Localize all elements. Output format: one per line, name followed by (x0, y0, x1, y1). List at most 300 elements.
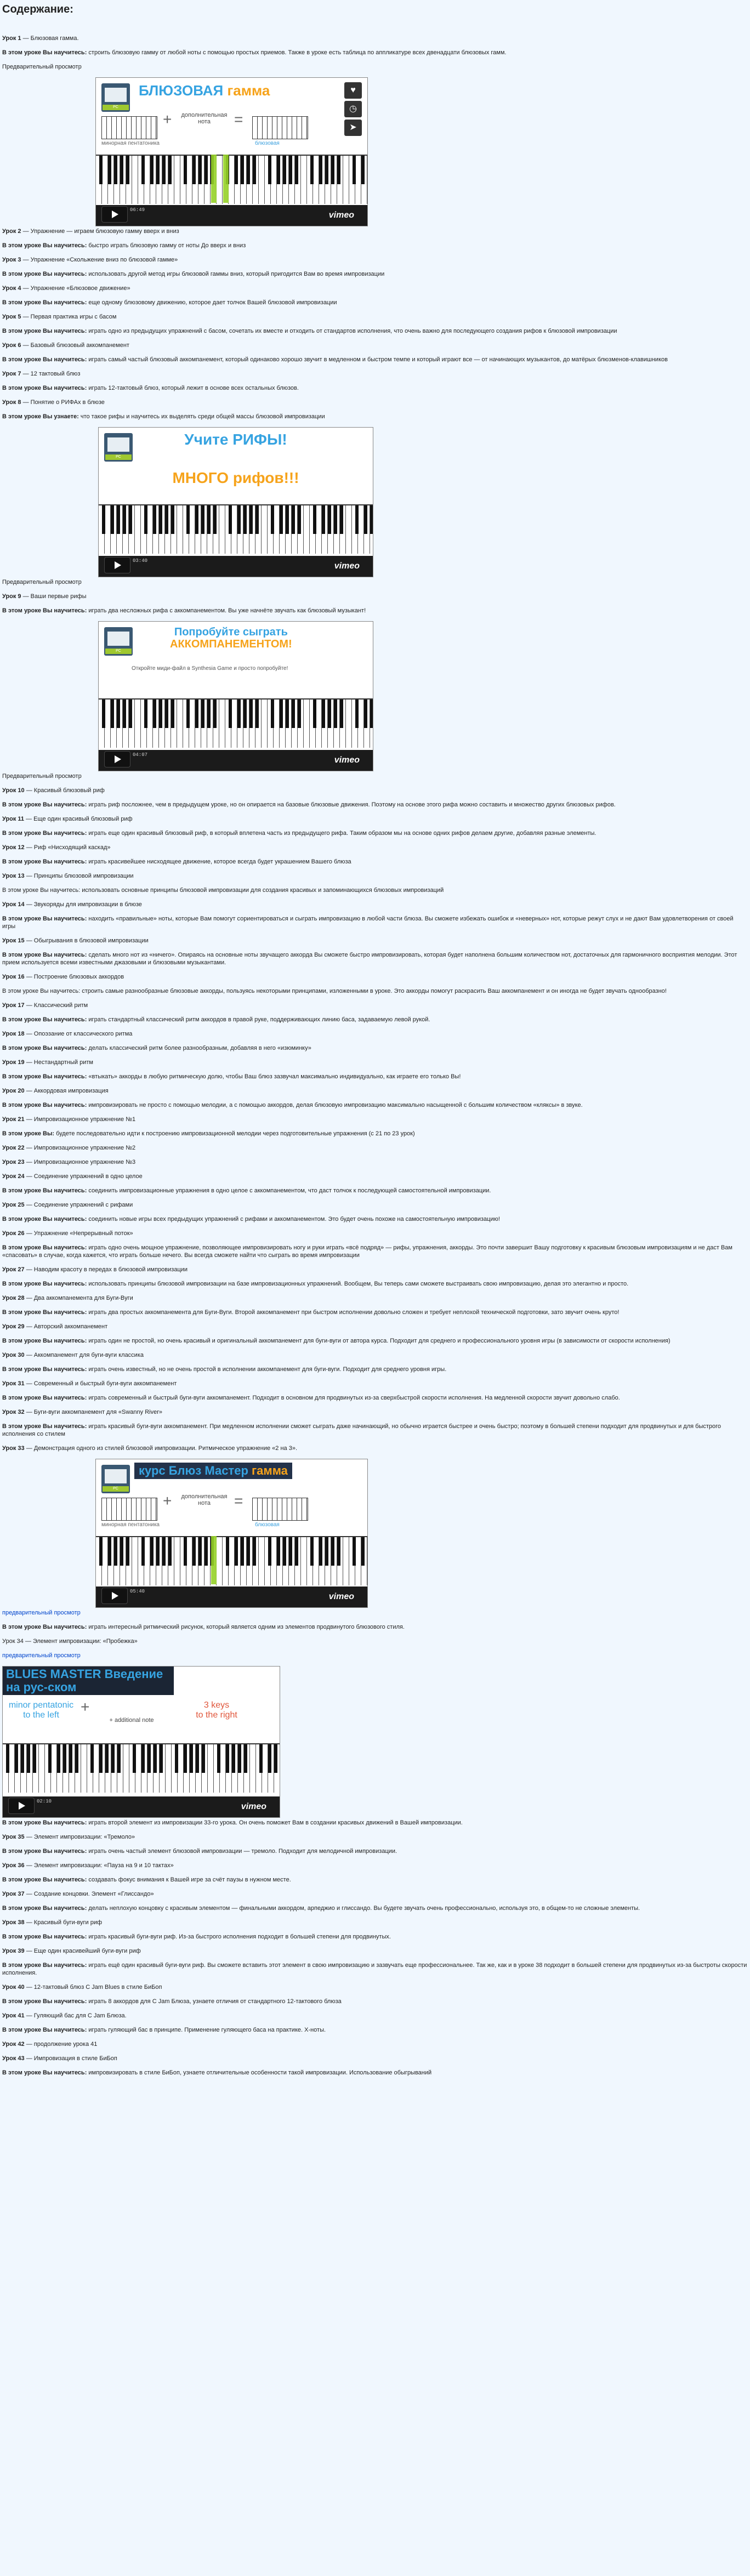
lesson-text: — Упражнение «Блюзовое движение» (21, 285, 130, 292)
lesson-text: играть второй элемент из импровизации 33-го урока. Он очень поможет Вам в создании красивых движений в Вашей импровизации. (87, 1819, 463, 1826)
lesson-text: — Обыгрывания в блюзовой импровизации (24, 937, 149, 944)
lesson-title (2, 973, 748, 981)
lesson-text: предварительный просмотр (2, 1652, 81, 1659)
lesson-text: — Современный и быстрый буги-вуги аккомпанемент (24, 1380, 177, 1387)
lesson-text: — Первая практика игры с басом (21, 314, 117, 320)
lesson-description (2, 772, 748, 780)
lesson-description (2, 356, 748, 363)
lesson-text: — Еще один красивейший буги-вуги риф (24, 1948, 141, 1954)
equals-sign: = (234, 1492, 243, 1509)
lesson-description (2, 1244, 748, 1259)
lesson-description (2, 607, 748, 615)
lesson-title (2, 2055, 748, 2062)
lesson-text: находить «правильные» ноты, которые Вам помогут сориентироваться и сыграть импровизацию в любой части блюза. Вы сможете избежать ошибок и «неверных» нот, которые режут слух и не дают Вам удовлетворения от своей игры (2, 915, 734, 930)
lesson-intro: В этом уроке Вы научитесь: (2, 1187, 87, 1194)
play-button[interactable] (101, 1588, 128, 1604)
play-button[interactable] (104, 751, 130, 767)
lesson-title (2, 1862, 748, 1869)
plus-sign: + (163, 1492, 172, 1509)
lesson-text: — Буги-вуги аккомпанемент для «Swanny River» (24, 1409, 163, 1415)
lesson-text: соединить новые игры всех предыдущих упражнений с рифами и аккомпанементом. Это будет очень похоже на самостоятельную импровизацию! (87, 1216, 500, 1222)
lesson-title (2, 1833, 748, 1841)
lesson-description (2, 1044, 748, 1052)
lesson-text: — Понятие о РИФАх в блюзе (21, 399, 105, 406)
lesson-number: Урок 12 (2, 844, 25, 851)
lesson-number: Урок 1 (2, 35, 21, 42)
video-duration: 05:40 (130, 1589, 145, 1594)
video-player-blues-master-intro[interactable] (2, 1666, 280, 1818)
lesson-intro: В этом уроке Вы научитесь: (2, 2069, 87, 2076)
play-button[interactable] (104, 557, 130, 573)
video-title: курс Блюз Мастер гамма (134, 1463, 292, 1479)
lesson-text: использовать другой метод игры блюзовой гаммы вниз, который пригодится Вам во время импровизации (87, 271, 385, 277)
lesson-text: — Создание концовки. Элемент «Глиссандо» (24, 1891, 154, 1897)
lesson-text: — Классический ритм (24, 1002, 88, 1009)
heart-icon[interactable]: ♥ (344, 82, 362, 99)
lesson-description (2, 2069, 748, 2077)
vimeo-logo[interactable]: vimeo (334, 561, 360, 571)
lesson-text: играть одно из предыдущих упражнений с басом, сочетать их вместе и отходить от стандартов исполнения, что очень важно для последующего создания рифов к блюзовой импровизации (87, 328, 617, 334)
video-player-blues-scale[interactable] (95, 77, 368, 226)
lesson-description (2, 1904, 748, 1912)
lesson-number: Урок 19 (2, 1059, 25, 1066)
lesson-description (2, 1961, 748, 1977)
lesson-number: Урок 3 (2, 257, 21, 263)
lesson-title (2, 1919, 748, 1926)
lesson-intro: В этом уроке Вы научитесь: (2, 1962, 87, 1969)
keyboard-image (96, 155, 367, 204)
lesson-number: Урок 30 (2, 1352, 25, 1358)
lesson-title (2, 285, 748, 292)
lesson-number: Урок 20 (2, 1088, 25, 1094)
lesson-description (2, 242, 748, 249)
lesson-title (2, 1116, 748, 1123)
lesson-text: В этом уроке Вы научитесь: использовать основные принципы блюзовой импровизации для создания красивых и запоминающихся блюзовых импровизаций (2, 887, 444, 894)
lesson-text: — Элемент импровизации: «Тремоло» (24, 1834, 135, 1840)
lesson-title (2, 1030, 748, 1038)
lesson-title (2, 787, 748, 794)
plus-sign: + (81, 1698, 90, 1715)
lessons-block-2 (2, 228, 748, 420)
lesson-text: играть два простых аккомпанемента для Буги-Вуги. Второй аккомпанемент при быстром исполнении довольно сложен и требует неплохой технической подготовки, зато звучит очень круто! (87, 1309, 620, 1316)
lesson-intro: В этом уроке Вы научитесь: (2, 1309, 87, 1316)
lesson-text: играть современный и быстрый буги-вуги аккомпанемент. Подходит в основном для продвинутых из-за сверхбыстрой скорости исполнения. На медленной скорости звучит довольно слабо. (87, 1395, 620, 1401)
lesson-text: соединить импровизационные упражнения в одно целое с аккомпанементом, что даст толчок к последующей самостоятельной импровизации. (87, 1187, 491, 1194)
lesson-text: Предварительный просмотр (2, 579, 82, 585)
lesson-description (2, 1876, 748, 1884)
lesson-intro: В этом уроке Вы научитесь: (2, 858, 87, 865)
lesson-text: Предварительный просмотр (2, 773, 82, 780)
lesson-text: играть ещё один красивый буги-вуги риф. Вы сможете вставить этот элемент в свою импровизацию и зазвучать еще профессиональнее. Так же, как и в уроке 38 подходит в большей степени для продвинутых из-за быстроты скорости исполнения. (2, 1962, 747, 1976)
mini-keyboard-icon-2 (252, 1498, 308, 1521)
additional-note-label: дополнительная нота (181, 1493, 228, 1506)
video-player-accompaniment[interactable] (98, 621, 373, 771)
lesson-text: играть самый частый блюзовый аккомпанемент, который одинаково хорошо звучит в медленном и быстром темпе и который играют все — от начинающих музыкантов, до матёрых блюзменов-клавишников (87, 356, 668, 363)
lesson-number: Урок 26 (2, 1230, 25, 1237)
key-highlight (223, 155, 229, 203)
lesson-description (2, 1337, 748, 1345)
lesson-title (2, 1294, 748, 1302)
course-logo: PC (101, 1465, 130, 1493)
lesson-text: — Красивый буги-вуги риф (24, 1919, 103, 1926)
lesson-text: импровизировать не просто с помощью мелодии, а с помощью аккордов, делая блюзовую импровизацию максимально насыщенной с большим количеством «кляксы» в звуке. (87, 1102, 583, 1108)
lesson-text: играть очень частый элемент блюзовой импровизации — тремоло. Подходит для мелодичной импровизации. (87, 1848, 397, 1855)
lesson-text: — Гуляющий бас для C Jam Блюза. (24, 2012, 127, 2019)
lesson-description (2, 578, 748, 586)
lesson-text: — Импровизационное упражнение №1 (24, 1116, 136, 1123)
lesson-text: играть красивый буги-вуги аккомпанемент. При медленном исполнении сможет сыграть даже начинающий, но обычно играется быстрее и очень быстро; поэтому в большей степени подходит для продвинутых и для быстрого исполнения со стилем (2, 1423, 721, 1437)
lesson-text: играть 12-тактовый блюз, который лежит в основе всех остальных блюзов. (87, 385, 299, 391)
lesson-text: что такое рифы и научитесь их выделять среди общей массы блюзовой импровизации (78, 413, 325, 420)
video-thumbnail (96, 78, 367, 149)
lesson-intro: В этом уроке Вы научитесь: (2, 271, 87, 277)
additional-note-label: + additional note (109, 1717, 154, 1724)
vimeo-logo[interactable]: vimeo (328, 1592, 354, 1601)
lesson-title (2, 901, 748, 908)
lesson-intro: В этом уроке Вы научитесь: (2, 1819, 87, 1826)
lesson-text: — Опоэзание от классического ритма (24, 1031, 133, 1037)
lesson-text: — Упражнение «Непрерывный поток» (24, 1230, 133, 1237)
lesson-description (2, 1394, 748, 1402)
lesson-text: — Наводим красоту в передах в блюзовой импровизации (24, 1266, 188, 1273)
video-player-riffs[interactable] (98, 427, 373, 577)
lesson-description (2, 1309, 748, 1316)
lesson-title (2, 815, 748, 823)
lesson-text: сделать много нот из «ничего». Опираясь на основные ноты звучащего аккорда Вы сможете быстро импровизировать, которая будет наполнена большим количеством нот, достаточных для гармоничного восприятия мелодии. Этот прием используется всеми известными джазовыми и блюзовыми музыкантами. (2, 952, 737, 966)
lesson-text: — Соединение упражнений в одно целое (24, 1173, 143, 1180)
play-button[interactable] (8, 1798, 35, 1814)
lesson-text: — Авторский аккомпанемент (24, 1323, 108, 1330)
video-controls (96, 205, 367, 226)
lesson-number: Урок 36 (2, 1862, 25, 1869)
lesson-description (2, 886, 748, 894)
lesson-text: — Нестандартный ритм (24, 1059, 93, 1066)
lesson-number: Урок 43 (2, 2055, 25, 2062)
lesson-text: — Импровизационное упражнение №3 (24, 1159, 136, 1165)
lesson-text: делать классический ритм более разнообразным, добавляя в него «изюминку» (87, 1045, 311, 1051)
lesson-description (2, 951, 748, 966)
lesson-description (2, 1819, 748, 1827)
lesson-text: — Упражнение — играем блюзовую гамму вверх и вниз (21, 228, 179, 235)
lesson-description (2, 1847, 748, 1855)
lesson-text: еще одному блюзовому движению, которое дает толчок Вашей блюзовой импровизации (87, 299, 337, 306)
lesson-intro: В этом уроке Вы: (2, 1130, 55, 1137)
lesson-intro: В этом уроке Вы научитесь: (2, 830, 87, 837)
lesson-text: использовать принципы блюзовой импровизации на базе импровизационных упражнений. Вообщем, Вы теперь сами сможете выстраивать свою импровизацию, делая это элегантно и просто. (87, 1281, 629, 1287)
lesson-text: играть красивый буги-вуги риф. Из-за быстрого исполнения подходит в большей степени для продвинутых. (87, 1934, 391, 1940)
preview-link[interactable] (2, 1652, 748, 1659)
lesson-description (2, 299, 748, 306)
lesson-description (2, 49, 748, 56)
lesson-description (2, 987, 748, 995)
lesson-intro: В этом уроке Вы научитесь: (2, 1423, 87, 1430)
lesson-intro: В этом уроке Вы научитесь: (2, 952, 87, 958)
lesson-intro: В этом уроке Вы научитесь: (2, 242, 87, 249)
video-thumbnail (99, 428, 373, 499)
lesson-number: Урок 9 (2, 593, 21, 600)
lesson-intro: В этом уроке Вы научитесь: (2, 1876, 87, 1883)
lesson-description (2, 1623, 748, 1631)
lesson-text: импровизировать в стиле БиБоп, узнаете отличительные особенности такой импровизации. Использование обыгрываний (87, 2069, 432, 2076)
lesson-intro: В этом уроке Вы научитесь: (2, 328, 87, 334)
lesson-description (2, 1280, 748, 1288)
keyboard-image (3, 1743, 280, 1793)
video-controls (99, 750, 373, 771)
lesson-text: — Аккордовая импровизация (24, 1088, 109, 1094)
lesson-description (2, 1130, 748, 1138)
key-highlight (211, 1536, 217, 1584)
lesson-title (2, 1144, 748, 1152)
lesson-title (2, 2040, 748, 2048)
lesson-number: Урок 41 (2, 2012, 25, 2019)
lesson-title (2, 1201, 748, 1209)
lesson-number: Урок 40 (2, 1984, 25, 1991)
vimeo-logo[interactable]: vimeo (334, 755, 360, 765)
lessons-block-6 (2, 1819, 748, 2077)
lesson-text: — Ваши первые рифы (21, 593, 87, 600)
vimeo-logo[interactable]: vimeo (328, 211, 354, 220)
lesson-text: Предварительный просмотр (2, 64, 82, 70)
minor-pentatonic-label: minor pentatonic to the left (8, 1701, 74, 1720)
video-subtitle: МНОГО рифов!!! (172, 469, 299, 486)
key-highlight (211, 155, 217, 203)
play-button[interactable] (101, 206, 128, 223)
course-logo: PC (104, 433, 133, 462)
plus-sign: + (163, 111, 172, 128)
lesson-description (2, 413, 748, 420)
lesson-text: — Аккомпанемент для буги-вуги классика (24, 1352, 144, 1358)
video-title: БЛЮЗОВАЯ гамма (139, 82, 270, 99)
lesson-text: — Импровизационное упражнение №2 (24, 1145, 136, 1151)
lesson-text: — Два аккомпанемента для Буги-Вуги (24, 1295, 133, 1301)
lesson-text: создавать фокус внимания к Вашей игре за счёт паузы в нужном месте. (87, 1876, 291, 1883)
mini-keyboard-icon (101, 116, 157, 139)
video-player-course-scale[interactable] (95, 1459, 368, 1608)
lesson-intro: В этом уроке Вы научитесь: (2, 1281, 87, 1287)
keyboard-image (99, 504, 373, 554)
lesson-title (2, 1059, 748, 1066)
lesson-description (2, 2026, 748, 2034)
lesson-description (2, 1637, 748, 1645)
preview-link[interactable] (2, 1609, 748, 1617)
lesson-number: Урок 6 (2, 342, 21, 349)
lesson-text: — Еще один красивый блюзовый риф (24, 816, 133, 822)
lesson-text: делать неплохую концовку с красивым элементом — финальными аккордом, арпеджио и глиссандо. Вы будете звучать очень профессионально, используя это, в общем-то не сложные элементы. (87, 1905, 640, 1912)
lesson-intro: В этом уроке Вы научитесь: (2, 915, 87, 922)
lesson-number: Урок 22 (2, 1145, 25, 1151)
video-side-icons (344, 82, 362, 138)
lesson-intro: В этом уроке Вы научитесь: (2, 1624, 87, 1630)
lesson-text: играть стандартный классический ритм аккордов в правой руке, поддерживающих линию баса, задаваемую левой рукой. (87, 1016, 430, 1023)
lesson-description (2, 801, 748, 809)
lesson-intro: В этом уроке Вы научитесь: (2, 299, 87, 306)
lesson-intro: В этом уроке Вы научитесь: (2, 1216, 87, 1222)
lesson-title (2, 937, 748, 945)
lesson-number: Урок 29 (2, 1323, 25, 1330)
mini-keyboard-icon (101, 1498, 157, 1521)
lesson-description (2, 915, 748, 930)
lesson-description (2, 1366, 748, 1373)
lesson-number: Урок 31 (2, 1380, 25, 1387)
lesson-number: Урок 2 (2, 228, 21, 235)
lesson-intro: В этом уроке Вы научитесь: (2, 1848, 87, 1855)
pentatonic-label: минорная пентатоника (101, 1522, 160, 1528)
vimeo-logo[interactable]: vimeo (241, 1802, 266, 1811)
lesson-text: — Принципы блюзовой импровизации (24, 873, 134, 879)
lesson-title (2, 593, 748, 600)
lesson-text: — 12-тактовый блюз С Jam Blues в стиле БиБоп (24, 1984, 162, 1991)
video-duration: 04:07 (133, 752, 148, 758)
lesson-title (2, 370, 748, 378)
lesson-intro: В этом уроке Вы узнаете: (2, 413, 79, 420)
lesson-text: играть очень известный, но не очень простой в исполнении аккомпанемент для буги-вуги. Подходит для среднего уровня игры. (87, 1366, 447, 1373)
lesson-intro: В этом уроке Вы научитесь: (2, 1045, 87, 1051)
lesson-text: играть красивейшее нисходящее движение, которое всегда будет украшением Вашего блюза (87, 858, 351, 865)
lesson-intro: В этом уроке Вы научитесь: (2, 1395, 87, 1401)
lesson-text: строить блюзовую гамму от любой ноты с помощью простых приемов. Также в уроке есть таблица по аппликатуре всех двенадцати блюзовых гамм. (87, 49, 507, 56)
lesson-intro: В этом уроке Вы научитесь: (2, 1905, 87, 1912)
lesson-title (2, 1087, 748, 1095)
lesson-title (2, 399, 748, 406)
additional-note-label: дополнительная нота (181, 112, 228, 125)
lesson-number: Урок 35 (2, 1834, 25, 1840)
lesson-description (2, 327, 748, 335)
lesson-number: Урок 39 (2, 1948, 25, 1954)
lesson-intro: В этом уроке Вы научитесь: (2, 1998, 87, 2005)
lesson-description (2, 1101, 748, 1109)
lesson-text: — 12 тактовый блюз (21, 371, 81, 377)
lesson-number: Урок 18 (2, 1031, 25, 1037)
lesson-text: играть еще один красивый блюзовый риф, в который вплетена часть из предыдущего рифа. Таким образом мы на основе одних рифов делаем другие, добавляя разные элементы. (87, 830, 596, 837)
video-subtitle: Откройте миди-файл в Synthesia Game и просто попробуйте! (132, 666, 288, 672)
lesson-number: Урок 28 (2, 1295, 25, 1301)
lesson-text: — Базовый блюзовый аккомпанемент (21, 342, 129, 349)
send-icon[interactable]: ➤ (344, 120, 362, 136)
lesson-title (2, 228, 748, 235)
course-logo: PC (101, 83, 130, 112)
lesson-intro: В этом уроке Вы научитесь: (2, 356, 87, 363)
lesson-title (2, 872, 748, 880)
video-duration: 06:49 (130, 207, 145, 213)
video-controls (99, 556, 373, 577)
lesson-text: играть два несложных рифа с аккомпанементом. Вы уже начнёте звучать как блюзовый музыкант! (87, 607, 366, 614)
clock-icon[interactable]: ◷ (344, 101, 362, 117)
lesson-title (2, 1323, 748, 1330)
page-title: Содержание: (2, 3, 73, 15)
lesson-number: Урок 11 (2, 816, 25, 822)
lesson-title (2, 1002, 748, 1009)
lesson-title (2, 1266, 748, 1273)
lesson-description (2, 1933, 748, 1941)
lesson-text: предварительный просмотр (2, 1610, 81, 1616)
lesson-text: — Риф «Нисходящий каскад» (24, 844, 111, 851)
video-title: Учите РИФЫ! (184, 431, 287, 448)
three-keys-label: 3 keys to the right (196, 1701, 237, 1720)
lesson-title (2, 1408, 748, 1416)
lesson-title (2, 313, 748, 321)
lesson-text: — Звукоряды для импровизации в блюзе (24, 901, 142, 908)
course-logo: PC (104, 627, 133, 656)
lesson-text: — Красивый блюзовый риф (24, 787, 105, 794)
lesson-text: — Блюзовая гамма. (21, 35, 79, 42)
lesson-text: играть риф посложнее, чем в предыдущем уроке, но он опирается на базовые блюзовые движения. Поэтому на основе этого рифа можно составить и множество других блюзовых рифов. (87, 801, 616, 808)
lesson-text: «втыкать» аккорды в любую ритмическую долю, чтобы Ваш блюз зазвучал максимально индивидуально, как играете его только Вы! (87, 1073, 461, 1080)
lesson-number: Урок 24 (2, 1173, 25, 1180)
lesson-description (2, 1998, 748, 2005)
keyboard-image (96, 1536, 367, 1585)
video-title: Попробуйте сыграть АККОМПАНЕМЕНТОМ! (170, 626, 292, 650)
video-thumbnail (3, 1667, 280, 1738)
lesson-number: Урок 25 (2, 1202, 25, 1208)
lesson-intro: В этом уроке Вы научитесь: (2, 1244, 87, 1251)
video-thumbnail (96, 1459, 367, 1531)
blues-label: блюзовая (255, 140, 280, 146)
video-duration: 03:40 (133, 558, 148, 564)
equals-sign: = (234, 111, 243, 128)
lesson-number: Урок 15 (2, 937, 25, 944)
lesson-number: Урок 37 (2, 1891, 25, 1897)
lesson-number: Урок 33 (2, 1445, 25, 1452)
lesson-number: Урок 14 (2, 901, 25, 908)
lesson-title (2, 1947, 748, 1955)
lesson-intro: В этом уроке Вы научитесь: (2, 1934, 87, 1940)
lesson-title (2, 256, 748, 264)
lesson-intro: В этом уроке Вы научитесь: (2, 1073, 87, 1080)
lesson-text: — Импровизация в стиле БиБоп (24, 2055, 117, 2062)
lesson-title (2, 1158, 748, 1166)
lesson-number: Урок 21 (2, 1116, 25, 1123)
lesson-description (2, 270, 748, 278)
video-duration: 02:10 (37, 1799, 52, 1804)
lesson-intro: В этом уроке Вы научитесь: (2, 1102, 87, 1108)
pentatonic-label: минорная пентатоника (101, 140, 160, 146)
lesson-title (2, 1890, 748, 1898)
video-title: BLUES MASTER Введение на рус-ском (3, 1667, 174, 1695)
lesson-title (2, 844, 748, 851)
lesson-text: — Упражнение «Скольжение вниз по блюзовой гамме» (21, 257, 178, 263)
lesson-number: Урок 8 (2, 399, 21, 406)
lesson-description (2, 1215, 748, 1223)
lesson-title (2, 1351, 748, 1359)
lesson-number: Урок 38 (2, 1919, 25, 1926)
video-controls (3, 1796, 280, 1817)
video-thumbnail (99, 622, 373, 693)
lesson-intro: В этом уроке Вы научитесь: (2, 49, 87, 56)
lesson-title (2, 35, 748, 42)
lesson-description (2, 63, 748, 71)
lesson-description (2, 384, 748, 392)
lesson-title (2, 1445, 748, 1452)
lesson-description (2, 1423, 748, 1438)
lesson-number: Урок 27 (2, 1266, 25, 1273)
lesson-number: Урок 17 (2, 1002, 25, 1009)
lesson-intro: В этом уроке Вы научитесь: (2, 801, 87, 808)
lesson-number: Урок 13 (2, 873, 25, 879)
video-controls (96, 1586, 367, 1607)
lesson-text: В этом уроке Вы научитесь: строить самые разнообразные блюзовые аккорды, пользуясь некоторыми принципами, изложенными в уроке. Это аккорды помогут раскрасить Ваш аккомпанемент и он иногда не будет звучать однообразно! (2, 988, 667, 994)
lesson-intro: В этом уроке Вы научитесь: (2, 2027, 87, 2033)
lesson-title (2, 1380, 748, 1387)
lesson-text: быстро играть блюзовую гамму от ноты До вверх и вниз (87, 242, 246, 249)
lesson-number: Урок 42 (2, 2041, 25, 2048)
lesson-number: Урок 4 (2, 285, 21, 292)
mini-keyboard-icon-2 (252, 116, 308, 139)
lesson-text: играть гуляющий бас в принципе. Применение гуляющего баса на практике. Х-ноты. (87, 2027, 326, 2033)
lesson-text: — продолжение урока 41 (24, 2041, 98, 2048)
lesson-description (2, 1187, 748, 1195)
lessons-block-4 (2, 772, 748, 1452)
lesson-number: Урок 16 (2, 974, 25, 980)
